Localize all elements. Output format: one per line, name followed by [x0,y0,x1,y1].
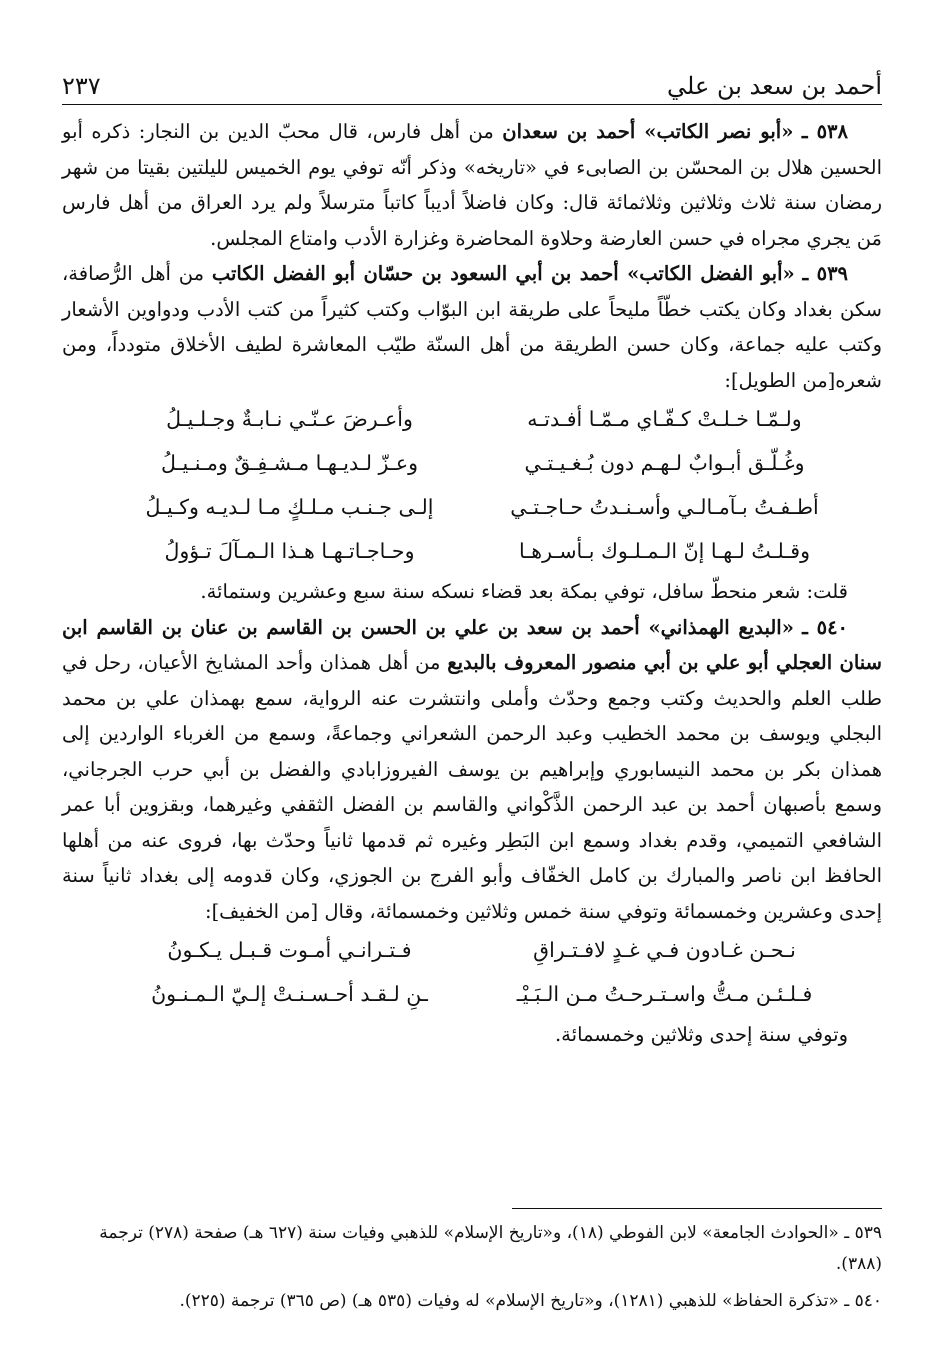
poem-line [62,442,882,486]
page-header [62,56,882,106]
footnote-rule [512,1208,882,1209]
book-page [62,0,882,1370]
entry-538-name: «أبو نصر الكاتب» أحمد بن سعدان [502,120,794,143]
footnotes [62,1218,882,1323]
verse-hemistich-left: إلـى جـنـب مـلـكٍ مـا لـديـه وكـيـلُ [145,495,434,520]
entry-539 [62,256,882,398]
poem-line [62,486,882,530]
entry-540-poem [62,929,882,1017]
entry-539-poem [62,398,882,574]
page-body [62,114,882,1053]
verse-hemistich-right: أطـفـتُ بـآمـالـي وأسـنـدتُ حـاجـتـي [510,495,819,520]
verse-hemistich-left: ـنِ لـقـد أحـسـنـتْ إلـيّ الـمـنـونُ [151,982,428,1007]
entry-538-text: من أهل فارس، قال محبّ الدين بن النجار: ذكره أبو الحسين هلال بن المحسّن بن الصابىء في «تاريخه» وذكر أنّه توفي يوم الخميس لليلتين بقيتا من شهر رمضان سنة ثلاث وثلاثين وثلاثمائة قال: وكان فاضلاً أديباً كاتباً مترسلاً ولم يرد العراق من أهل فارس مَن يجري مجراه في حسن العارضة وحلاوة المحاضرة وغزارة الأدب وامتاع المجلس. [62,120,882,250]
entry-540-number: ٥٤٠ ـ [802,615,849,639]
verse-hemistich-left: فـتـرانـي أمـوت قـبـل يـكـونُ [167,938,412,963]
header-rule [62,104,882,105]
entry-540-name: «البديع الهمذاني» أحمد بن سعد بن علي بن الحسن بن القاسم بن عنان بن القاسم ابن سنان العجلي أبو علي بن أبي منصور المعروف بالبديع [62,615,882,674]
entry-539-note: قلت: شعر منحطّ سافل، توفي بمكة بعد قضاء نسكه سنة سبع وعشرين وستمائة. [200,580,848,603]
verse-hemistich-right: وقـلـتُ لـهـا إنّ الـمـلـوك بـأسـرهـا [519,539,810,564]
entry-539-name: «أبو الفضل الكاتب» أحمد بن أبي السعود بن حسّان أبو الفضل الكاتب [211,262,795,285]
verse-hemistich-right: وغُـلّـق أبـوابٌ لـهـم دون بُـغـيـتـي [524,451,805,476]
poem-line [62,929,882,973]
verse-hemistich-right: فـلـئـن مـتُّ واسـتـرحـتُ مـن الـبَـيْـ [516,982,813,1007]
footnote-539: ٥٣٩ ـ «الحوادث الجامعة» لابن الفوطي (١٨)، و«تاريخ الإسلام» للذهبي وفيات سنة (٦٢٧ هـ) صفحة (٢٧٨) ترجمة (٣٨٨). [99,1223,882,1274]
verse-hemistich-right: نـحـن غـادون فـي غـدٍ لافـتـراقِ [533,938,796,963]
entry-540 [62,610,882,930]
verse-hemistich-left: وأعـرضَ عـنّـي نـابـةٌ وجـلـيـلُ [166,407,413,432]
entry-538 [62,114,882,256]
poem-line [62,530,882,574]
poem-line [62,398,882,442]
entry-540-note: وتوفي سنة إحدى وثلاثين وخمسمائة. [554,1023,848,1046]
verse-hemistich-left: وعـزّ لـديـهـا مـشـفِـقٌ ومـنـيـلُ [161,451,418,476]
page-number: ٢٣٧ [62,72,101,100]
running-title: أحمد بن سعد بن علي [667,72,882,100]
verse-hemistich-right: ولـمّـا خـلـتْ كـفّـاي مـمّـا أفـدتـه [527,407,802,432]
poem-line [62,973,882,1017]
entry-538-number: ٥٣٨ ـ [801,120,848,143]
entry-540-text: من أهل همذان وأحد المشايخ الأعيان، رحل في طلب العلم والحديث وكتب وجمع وحدّث وأملى وانتشرت عنه الرواية، سمع بهمذان علي بن محمد البجلي ويوسف بن محمد الخطيب وعبد الرحمن الشعراني وجماعةً، وسمع من الغرباء الواردين إلى همذان بكر بن محمد النيسابوري وإبراهيم بن يوسف الفيروزابادي والفضل بن أبي حرب الجرجاني، وسمع بأصبهان أحمد بن عبد الرحمن الذَّكْواني والقاسم بن الفضل الثقفي وغيرهما، وبقزوين أبا عمر الشافعي التميمي، وقدم بغداد وسمع ابن البَطِر وغيره ثم قدمها ثانياً وحدّث بها، فروى عنه من أهلها الحافظ ابن ناصر والمبارك بن كامل الخفّاف وأبو الفرج بن الجوزي، وكان قدومه إلى بغداد ثانياً سنة إحدى وعشرين وخمسمائة وتوفي سنة خمس وثلاثين وخمسمائة، وقال [من الخفيف]: [62,651,882,923]
verse-hemistich-left: وحـاجـاتـهـا هـذا الـمـآلَ تـؤولُ [164,539,415,564]
footnote-540: ٥٤٠ ـ «تذكرة الحفاظ» للذهبي (١٢٨١)، و«تاريخ الإسلام» له وفيات (٥٣٥ هـ) (ص ٣٦٥) ترجمة (٢٢٥). [179,1291,882,1311]
entry-539-number: ٥٣٩ ـ [802,262,849,285]
entry-539-text: من أهل الرُّصافة، سكن بغداد وكان يكتب خطّاً مليحاً على طريقة ابن البوّاب وكتب كثيراً من كتب الأدب ودواوين الأشعار وكتب عليه جماعة، وكان حسن الطريقة من أهل السنّة طيّب المعاشرة لطيف الأخلاق متودداً، ومن شعره[من الطويل]: [62,262,882,392]
